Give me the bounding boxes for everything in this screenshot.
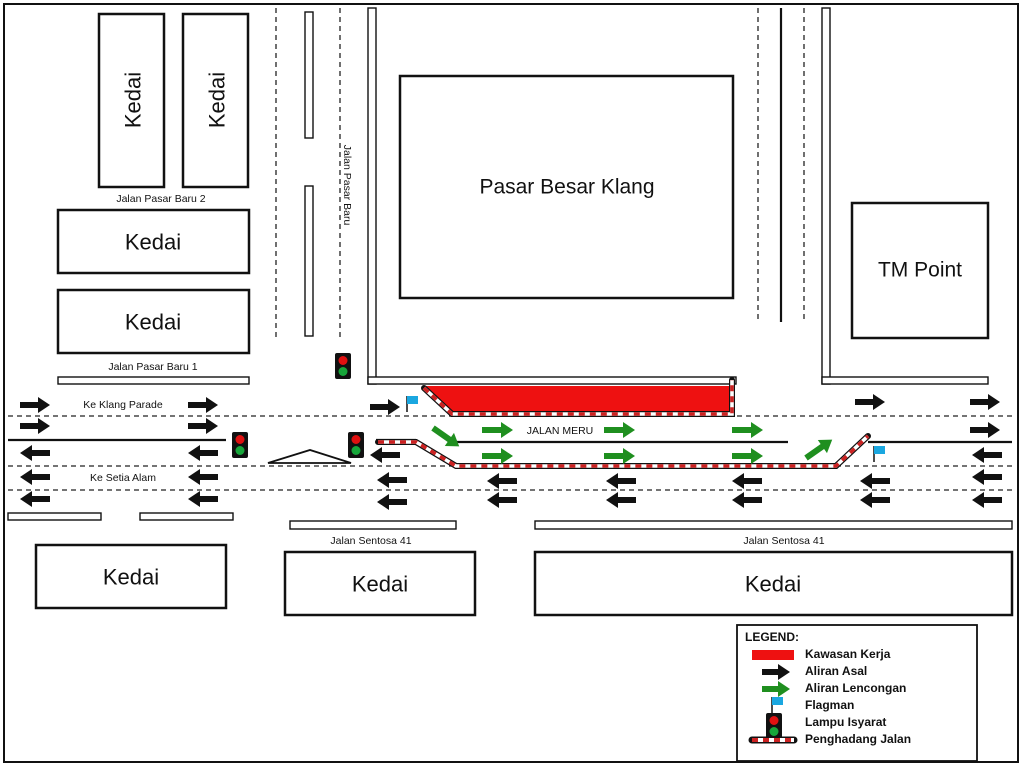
building-label: TM Point [877,258,963,282]
building-kedai [285,552,475,615]
legend-symbol-work-zone [752,650,794,660]
street-label-pasar-baru: Jalan Pasar Baru [341,144,353,226]
building-kedai [58,210,249,273]
curb-horizontal [8,513,101,520]
traffic-light-icon [348,432,364,458]
building-kedai [183,14,248,187]
legend-label-flagman: Flagman [805,698,855,712]
curb-horizontal [535,521,1012,529]
legend-title: LEGEND: [745,630,799,644]
street-label-sentosa-41: Jalan Sentosa 41 [743,535,825,547]
building-tm-point [852,203,988,338]
curb-vertical [368,8,376,384]
street-label-sentosa-41: Jalan Sentosa 41 [330,535,412,547]
curb-horizontal [368,377,736,384]
building-kedai [58,290,249,353]
legend [737,625,977,761]
street-label-pasar-baru-2: Jalan Pasar Baru 2 [116,193,206,205]
street-label-ke-klang-parade: Ke Klang Parade [83,399,163,411]
building-label: Kedai [102,564,160,590]
work-zone [426,386,730,414]
building-label: Kedai [124,229,182,255]
street-label-jalan-meru: JALAN MERU [526,425,594,437]
traffic-light-icon [335,353,351,379]
building-kedai [36,545,226,608]
building-label: Kedai [120,71,146,129]
building-label: Kedai [204,71,230,129]
curb-horizontal [290,521,456,529]
traffic-light-icon [232,432,248,458]
legend-label-aliran-lencongan: Aliran Lencongan [805,681,907,695]
legend-label-aliran-asal: Aliran Asal [805,664,868,678]
legend-label-kawasan-kerja: Kawasan Kerja [805,647,891,661]
traffic-light-icon [766,713,782,739]
street-label-pasar-baru-1: Jalan Pasar Baru 1 [108,361,198,373]
legend-label-penghadang-jalan: Penghadang Jalan [805,732,912,746]
curb-vertical [822,8,830,384]
median-strip [305,12,313,138]
building-label: Kedai [351,571,409,597]
curb-horizontal [822,377,988,384]
curb-horizontal [140,513,233,520]
building-kedai [535,552,1012,615]
building-label: Kedai [124,309,182,335]
street-label-ke-setia-alam: Ke Setia Alam [90,472,156,484]
building-label: Kedai [744,571,802,597]
building-kedai [99,14,164,187]
legend-label-lampu-isyarat: Lampu Isyarat [805,715,887,729]
curb-horizontal [58,377,249,384]
median-strip [305,186,313,336]
building-pasar-besar-klang [400,76,733,298]
building-label: Pasar Besar Klang [479,175,655,199]
